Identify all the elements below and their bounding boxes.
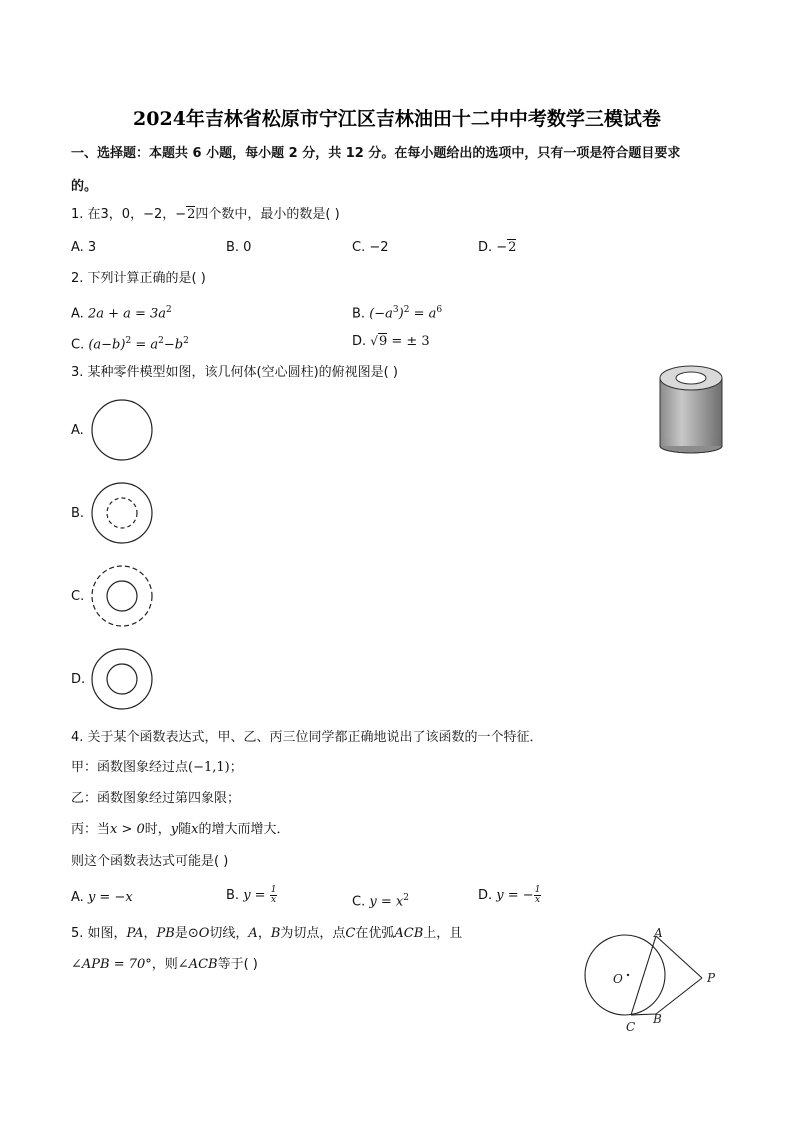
fig-label-b: B <box>653 1012 662 1026</box>
q4-jia-point: (−1,1) <box>188 760 230 775</box>
q5-l2-mid: ，则 <box>151 957 178 972</box>
q5-l1-mid3: 为切点，点 <box>280 926 346 941</box>
fig-label-p: P <box>707 971 716 985</box>
q3-option-a-label: A. <box>71 423 84 438</box>
q2-a-label: A. <box>71 306 88 322</box>
q4-b-expr: y = <box>243 888 270 903</box>
q2-b-sup3: 6 <box>436 305 443 315</box>
q1-option-c: C. −2 <box>352 240 389 255</box>
q3-option-c-label: C. <box>71 589 85 604</box>
q4-bing-mid2: 随 <box>178 822 192 837</box>
q2-b-mid: ) <box>398 306 404 322</box>
q2-a-expr: 2a + a = 3a <box>87 306 167 322</box>
q4-bing <box>71 822 290 838</box>
q4-bing-mid: 时， <box>144 822 171 837</box>
q4-b-label: B. <box>226 888 244 903</box>
fig-label-a: A <box>654 926 663 940</box>
q5-l1-c2: ， <box>257 926 271 941</box>
q4-c-expr: y = x <box>369 894 404 910</box>
q2-a-sup: 2 <box>166 305 172 315</box>
q5-l1-c: C <box>345 926 356 941</box>
q2-c-mid2: −b <box>163 337 184 353</box>
q2-c-sup2: 2 <box>158 336 164 346</box>
q2-c-label: C. <box>71 337 89 353</box>
q4-d-fraction <box>534 886 542 905</box>
q5-l2-end: 等于( ) <box>217 957 258 972</box>
page-title: 2024年吉林省松原市宁江区吉林油田十二中中考数学三模试卷 <box>133 108 661 130</box>
q2-b-sup2: 2 <box>403 305 410 315</box>
q1-option-b: B. 0 <box>226 240 252 255</box>
q5-l1-mid2: 切线， <box>209 926 249 941</box>
q5-l1-b: B <box>270 926 281 941</box>
q5-l1-end: 上，且 <box>423 926 463 941</box>
q2-b-end: = a <box>409 306 437 322</box>
q4-d-label: D. <box>478 888 497 903</box>
q4-d-num: 1 <box>534 885 541 895</box>
q3-stem: 3. 某种零件模型如图，该几何体(空心圆柱)的俯视图是( ) <box>71 365 398 380</box>
section-header-line2: 的。 <box>71 179 98 194</box>
q1-option-d <box>478 240 516 256</box>
q5-l1-acb: ACB <box>394 926 424 941</box>
q4-bing-x: x <box>191 822 199 837</box>
hollow-cylinder-figure <box>655 362 727 454</box>
q1-stem-prefix: 1. 在3，0，−2，− <box>71 207 187 222</box>
q4-d-den: x <box>535 895 541 905</box>
q4-jia-prefix: 甲：函数图象经过点 <box>71 760 189 775</box>
fig-label-c: C <box>626 1020 636 1034</box>
q2-option-a <box>71 302 172 322</box>
q2-b-sup1: 3 <box>392 305 399 315</box>
q2-b-expr: (−a <box>369 306 393 322</box>
section-header-line1: 一、选择题：本题共 6 小题，每小题 2 分，共 12 分。在每小题给出的选项中，只有一项是符合题目要求 <box>71 146 681 161</box>
q4-a-label: A. <box>71 890 88 905</box>
q4-yi: 乙：函数图象经过第四象限； <box>71 791 241 806</box>
q4-c-sup: 2 <box>403 893 409 903</box>
q4-bing-suffix: 的增大而增大． <box>198 822 290 837</box>
q5-l1-mid: 是⊙ <box>174 926 199 941</box>
q4-bing-cond: x > 0 <box>110 822 145 837</box>
q2-c-sup3: 2 <box>183 336 189 346</box>
q2-d-sqrt: 9 <box>378 334 388 349</box>
q4-option-a <box>71 890 133 906</box>
q4-option-b <box>226 886 277 905</box>
q3-option-d-label: D. <box>71 672 86 687</box>
q4-jia <box>71 760 243 776</box>
q5-l1-pb: PB <box>156 926 175 941</box>
q5-l1-a: A <box>248 926 258 941</box>
q4-bing-y: y <box>170 822 179 837</box>
q2-c-expr: (a−b) <box>88 337 126 353</box>
q5-l2-angle: ∠APB = 70° <box>71 957 152 972</box>
q2-d-label: D. <box>352 334 371 349</box>
q3-option-a-figure <box>89 398 155 462</box>
q5-line2 <box>71 957 258 973</box>
q1-option-d-prefix: D. − <box>478 240 508 255</box>
q1-option-d-sqrt: 2 <box>508 240 517 255</box>
q3-option-c-figure <box>89 564 155 628</box>
q4-c-label: C. <box>352 894 370 910</box>
q4-stem: 4. 关于某个函数表达式，甲、乙、丙三位同学都正确地说出了该函数的一个特征． <box>71 730 543 745</box>
q4-ask: 则这个函数表达式可能是( ) <box>71 854 229 869</box>
q4-jia-suffix: ； <box>229 760 243 775</box>
q2-c-sup1: 2 <box>125 336 132 346</box>
q4-b-fraction <box>270 886 278 905</box>
q2-stem: 2. 下列计算正确的是( ) <box>71 271 206 286</box>
q5-l1-o: O <box>198 926 210 941</box>
q2-d-end: = ± 3 <box>387 334 430 349</box>
q4-option-d <box>478 886 541 905</box>
q4-option-c <box>352 890 409 910</box>
q2-option-c <box>71 333 189 353</box>
q5-line1 <box>71 926 462 942</box>
q1-stem <box>71 207 340 223</box>
q4-d-expr: y = − <box>496 888 534 903</box>
q4-bing-prefix: 丙：当 <box>71 822 111 837</box>
q1-option-a: A. 3 <box>71 240 97 255</box>
q2-c-mid: = a <box>131 337 159 353</box>
q5-l1-c1: ， <box>143 926 157 941</box>
fig-label-o: O <box>613 972 623 986</box>
q4-a-expr: y = −x <box>87 890 133 905</box>
q1-stem-sqrt: 2 <box>187 207 196 222</box>
q5-l1-pa: PA <box>126 926 144 941</box>
q2-option-d: D. √9 = ± 3 <box>352 334 430 349</box>
q4-b-num: 1 <box>270 885 277 895</box>
q5-l2-acb: ∠ACB <box>177 957 218 972</box>
q5-l1-mid4: 在优弧 <box>355 926 395 941</box>
q3-option-d-figure <box>89 647 155 711</box>
q4-b-den: x <box>271 895 277 905</box>
q5-l1-prefix: 5. 如图， <box>71 926 127 941</box>
q1-stem-suffix: 四个数中，最小的数是( ) <box>195 207 340 222</box>
q2-option-b <box>352 302 442 322</box>
q3-option-b-figure <box>89 481 155 545</box>
q3-option-b-label: B. <box>71 506 85 521</box>
tangent-circle-figure <box>580 925 730 1037</box>
q2-b-label: B. <box>352 306 370 322</box>
